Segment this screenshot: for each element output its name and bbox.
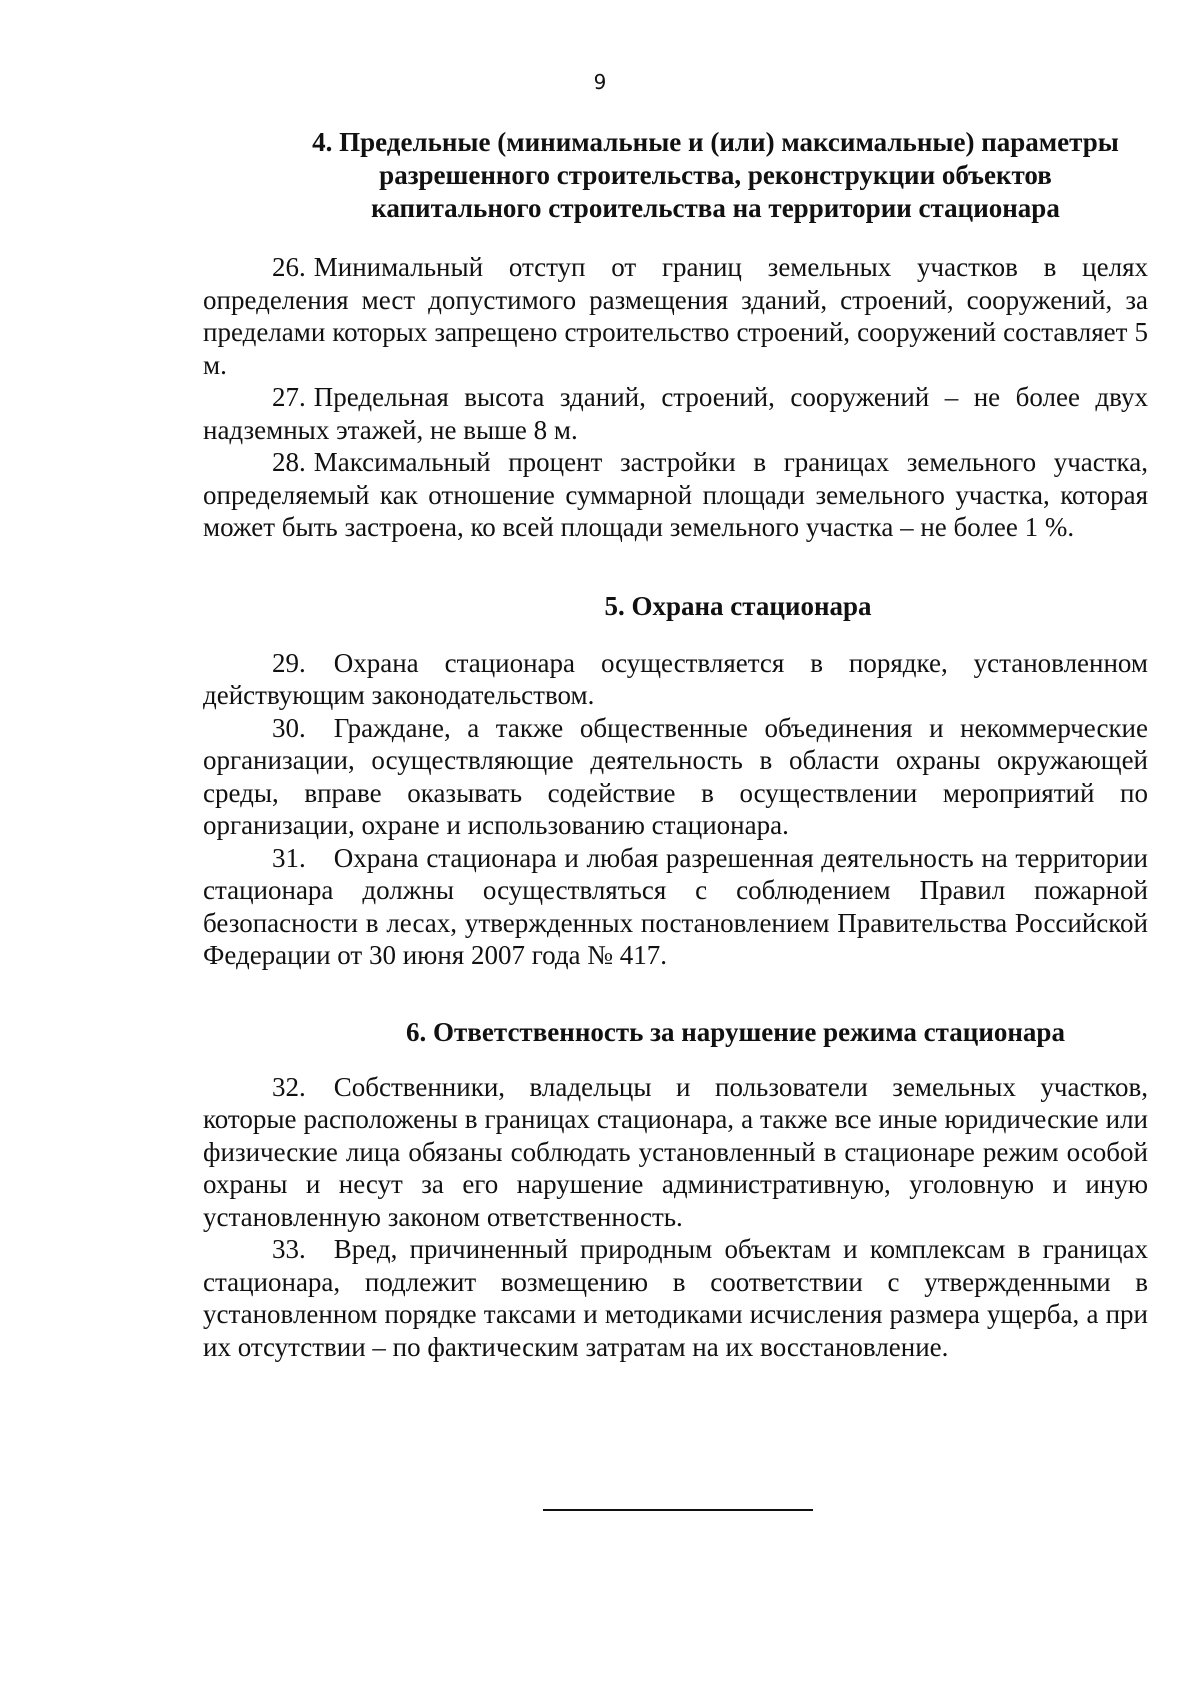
section-4-heading-line-3: капитального строительства на территории стационара	[371, 193, 1060, 223]
paragraph-27-number: 27.	[272, 382, 306, 412]
paragraph-28	[203, 446, 1148, 544]
section-6-heading: 6. Ответственность за нарушение режима стационара	[406, 1016, 1065, 1047]
paragraph-26	[203, 251, 1148, 381]
section-4-heading-line-2: разрешенного строительства, реконструкции объектов	[379, 160, 1052, 190]
paragraph-30-number: 30.	[272, 712, 306, 743]
paragraph-27	[203, 381, 1148, 446]
paragraph-26-text: Минимальный отступ от границ земельных участков в целях определения мест допустимого размещения зданий, строений, сооружений, за пределами которых запрещено строительство строений, сооружений составляет 5 м.	[203, 252, 1148, 380]
paragraph-29-text: Охрана стационара осуществляется в порядке, установленном действующим законодательством.	[203, 647, 1148, 710]
section-5-body	[203, 647, 1148, 972]
paragraph-27-text: Предельная высота зданий, строений, сооружений – не более двух надземных этажей, не выше 8 м.	[203, 382, 1148, 445]
section-6-body	[203, 1071, 1148, 1364]
document-body	[203, 126, 1148, 1363]
section-4-body	[203, 251, 1148, 544]
paragraph-33	[203, 1233, 1148, 1363]
paragraph-28-text: Максимальный процент застройки в границах земельного участка, определяемый как отношение суммарной площади земельного участка, которая может быть застроена, ко всей площади земельного участка – не более 1 %.	[203, 447, 1148, 542]
paragraph-32	[203, 1071, 1148, 1234]
page-number: 9	[593, 70, 607, 94]
section-5-heading: 5. Охрана стационара	[604, 590, 872, 621]
section-4-heading-line-1: 4. Предельные (минимальные и (или) максимальные) параметры	[312, 127, 1119, 157]
paragraph-33-number: 33.	[272, 1234, 306, 1264]
paragraph-29	[203, 647, 1148, 712]
paragraph-29-number: 29.	[272, 647, 306, 678]
paragraph-30-text: Граждане, а также общественные объединения и некоммерческие организации, осуществляющие деятельность в области охраны окружающей среды, вправе оказывать содействие в осуществлении мероприятий по организации, охране и использованию стационара.	[203, 712, 1148, 840]
section-4-heading	[273, 126, 1158, 225]
paragraph-31-number: 31.	[272, 842, 306, 873]
paragraph-26-number: 26.	[272, 252, 306, 282]
paragraph-32-number: 32.	[272, 1071, 306, 1102]
paragraph-31-text: Охрана стационара и любая разрешенная деятельность на территории стационара должны осуществляться с соблюдением Правил пожарной безопасности в лесах, утвержденных постановлением Правительства Российской Федерации от 30 июня 2007 года № 417.	[203, 842, 1148, 970]
paragraph-30	[203, 712, 1148, 842]
paragraph-31	[203, 842, 1148, 972]
paragraph-33-text: Вред, причиненный природным объектам и комплексам в границах стационара, подлежит возмещению в соответствии с утвержденными в установленном порядке таксами и методиками исчисления размера ущерба, а при их отсутствии – по фактическим затратам на их восстановление.	[203, 1234, 1148, 1362]
paragraph-28-number: 28.	[272, 447, 306, 477]
paragraph-32-text: Собственники, владельцы и пользователи земельных участков, которые расположены в границах стационара, а также все иные юридические или физические лица обязаны соблюдать установленный в стационаре режим особой охраны и несут за его нарушение административную, уголовную и иную установленную законом ответственность.	[203, 1071, 1148, 1232]
end-of-document-rule	[543, 1509, 813, 1511]
